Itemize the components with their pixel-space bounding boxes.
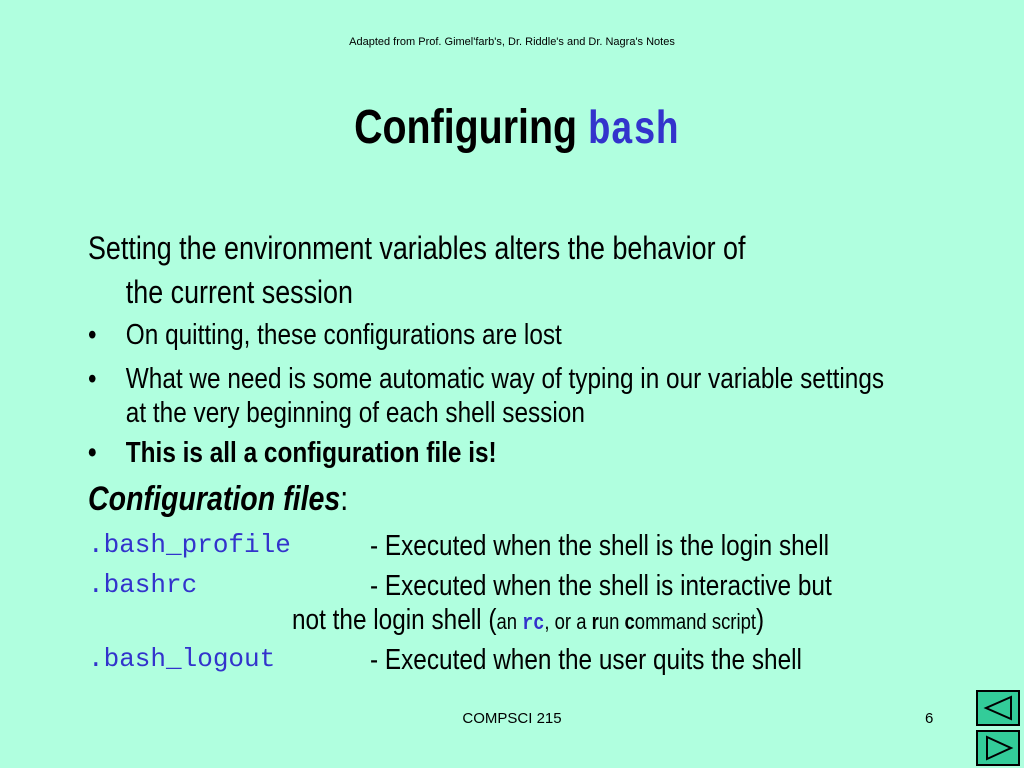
- previous-slide-button[interactable]: [976, 690, 1020, 726]
- bullet-item: [88, 318, 894, 352]
- intro-paragraph: [88, 226, 827, 314]
- file-description: - Executed when the shell is interactive but: [370, 570, 832, 602]
- config-heading: [88, 480, 348, 519]
- desc-r: r: [591, 609, 599, 634]
- bullet-item: [88, 436, 894, 470]
- file-description: - Executed when the user quits the shell: [370, 644, 802, 676]
- bullet-item: [88, 362, 894, 430]
- desc-ommand: ommand script: [634, 609, 756, 634]
- triangle-right-icon: [978, 732, 1018, 764]
- desc-c: c: [624, 609, 635, 634]
- bullet-marker: •: [88, 437, 97, 469]
- file-description-continued: [292, 604, 764, 637]
- page-number: 6: [925, 710, 934, 727]
- config-heading-text: Configuration files: [88, 480, 341, 518]
- triangle-left-icon: [978, 692, 1018, 724]
- desc-an: an: [496, 609, 523, 634]
- slide-title: [96, 100, 936, 157]
- file-name: .bashrc: [88, 570, 198, 600]
- rc-code: rc: [522, 611, 545, 636]
- desc-un: un: [598, 609, 625, 634]
- title-code: bash: [588, 105, 679, 157]
- bullet-text: On quitting, these configurations are lost: [125, 319, 562, 351]
- bullet-marker: •: [88, 319, 97, 351]
- footer-course: COMPSCI 215: [462, 710, 562, 727]
- desc-prefix: not the login shell (: [292, 604, 497, 636]
- bullet-list-2: [88, 362, 894, 438]
- header-note: Adapted from Prof. Gimel'farb's, Dr. Riddle's and Dr. Nagra's Notes: [349, 36, 675, 48]
- config-heading-colon: :: [340, 480, 349, 518]
- intro-line-2: the current session: [125, 274, 353, 310]
- bullet-list-1: [88, 318, 894, 360]
- bullet-text: This is all a configuration file is!: [125, 437, 497, 469]
- bullet-list-3: [88, 436, 894, 478]
- desc-or: , or a: [544, 609, 592, 634]
- file-name: .bash_logout: [88, 644, 276, 674]
- bullet-marker: •: [88, 363, 97, 395]
- title-text: Configuring: [354, 101, 578, 154]
- file-name: .bash_profile: [88, 530, 291, 560]
- desc-close: ): [755, 604, 765, 636]
- file-description: - Executed when the shell is the login shell: [370, 530, 830, 562]
- bullet-text: What we need is some automatic way of typing in our variable settings at the very beginning of each shell session: [125, 363, 885, 429]
- next-slide-button[interactable]: [976, 730, 1020, 766]
- intro-line-1: Setting the environment variables alters the behavior of: [88, 230, 746, 266]
